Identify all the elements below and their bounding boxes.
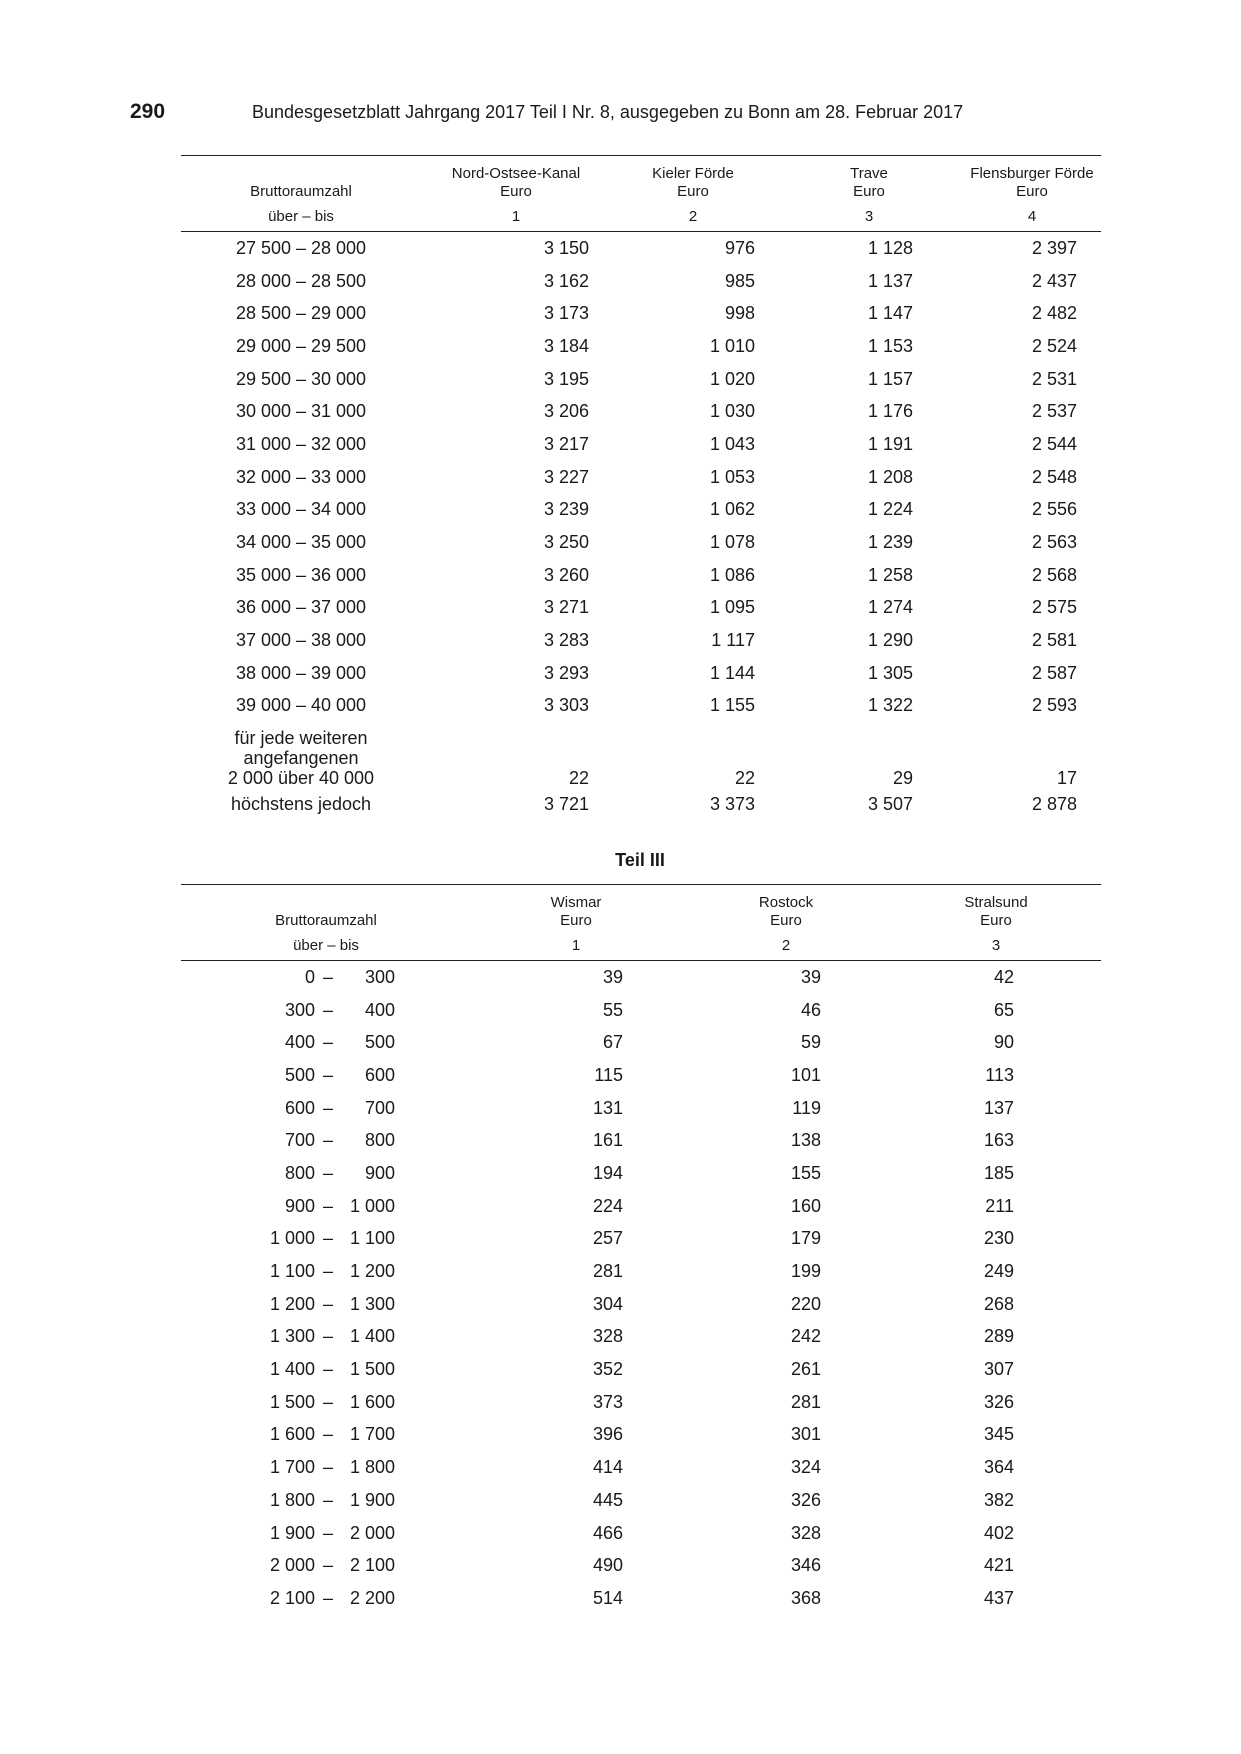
table-cell: 3 239: [543, 499, 589, 520]
table-row: [181, 461, 1101, 494]
range-dash: –: [322, 999, 333, 1020]
range-from: 900: [284, 1195, 315, 1216]
table-cell: 1 176: [867, 401, 913, 422]
table-cell: 1 020: [709, 368, 755, 389]
range-cell: [181, 1321, 471, 1354]
table-cell: 1 224: [867, 499, 913, 520]
table-cell: 17: [1056, 768, 1077, 789]
table-header-row: [181, 156, 1101, 202]
table-cell: 249: [983, 1261, 1014, 1282]
table-cell: 514: [592, 1587, 623, 1608]
range-cell: 36 000 – 37 000: [235, 597, 367, 618]
column-header: Nord-Ostsee-Kanal Euro: [451, 165, 581, 200]
table-cell: 3 195: [543, 368, 589, 389]
range-from: 1 800: [269, 1489, 315, 1510]
table-cell: 268: [983, 1293, 1014, 1314]
table-cell: 160: [790, 1195, 821, 1216]
table-cell: 1 290: [867, 630, 913, 651]
range-from: 600: [284, 1097, 315, 1118]
table-cell: 328: [592, 1326, 623, 1347]
column-header-range: Bruttoraumzahl: [275, 912, 377, 929]
table-cell: 131: [592, 1097, 623, 1118]
range-cell: [181, 1190, 471, 1223]
range-dash: –: [322, 1587, 333, 1608]
table-cell: 985: [724, 270, 755, 291]
range-from: 1 100: [269, 1261, 315, 1282]
range-cell: 39 000 – 40 000: [235, 695, 367, 716]
range-cell: 28 500 – 29 000: [235, 303, 367, 324]
range-to: 400: [364, 999, 395, 1020]
column-header: Wismar Euro: [550, 894, 602, 929]
range-from: 800: [284, 1162, 315, 1183]
range-cell: 28 000 – 28 500: [235, 270, 367, 291]
table-row: [181, 395, 1101, 428]
fee-table-teil-2: [181, 155, 1101, 821]
column-header: Trave Euro: [850, 165, 888, 200]
table-row: [181, 494, 1101, 527]
range-dash: –: [322, 1522, 333, 1543]
range-dash: –: [322, 1032, 333, 1053]
table-cell: 2 587: [1031, 662, 1077, 683]
table-cell: 1 208: [867, 466, 913, 487]
table-cell: 976: [724, 237, 755, 258]
range-cell: 31 000 – 32 000: [235, 433, 367, 454]
table-cell: 1 095: [709, 597, 755, 618]
table-cell: 2 397: [1031, 237, 1077, 258]
table-row: [181, 1223, 1101, 1256]
table-row: [181, 1321, 1101, 1354]
table-cell: 2 544: [1031, 433, 1077, 454]
table-row: [181, 526, 1101, 559]
table-cell: 230: [983, 1228, 1014, 1249]
table-cell: 402: [983, 1522, 1014, 1543]
range-dash: –: [322, 1064, 333, 1085]
table-cell: 211: [985, 1195, 1014, 1216]
range-from: 2 100: [269, 1587, 315, 1608]
table-cell: 161: [592, 1130, 623, 1151]
table-row: [181, 1419, 1101, 1452]
table-cell: 328: [790, 1522, 821, 1543]
column-header: Flensburger Förde Euro: [970, 165, 1094, 200]
table-cell: 3 227: [543, 466, 589, 487]
table-cell: 39: [602, 966, 623, 987]
table-cell: 257: [592, 1228, 623, 1249]
table-cell: 1 258: [867, 564, 913, 585]
range-to: 900: [364, 1162, 395, 1183]
table-row: [181, 1190, 1101, 1223]
table-row: [181, 1026, 1101, 1059]
range-cell: 32 000 – 33 000: [235, 466, 367, 487]
column-subheader-range: über – bis: [181, 930, 471, 961]
table-cell: 1 128: [867, 237, 913, 258]
range-dash: –: [322, 1261, 333, 1282]
range-to: 1 400: [349, 1326, 395, 1347]
table-cell: 301: [790, 1424, 821, 1445]
column-header: Kieler Förde Euro: [652, 165, 734, 200]
range-cell: 38 000 – 39 000: [235, 662, 367, 683]
table-row: [181, 363, 1101, 396]
table-row: [181, 624, 1101, 657]
page-header: [0, 100, 1241, 130]
table-cell: 382: [983, 1489, 1014, 1510]
table-cell: 1 155: [709, 695, 755, 716]
table-cell: 1 053: [709, 466, 755, 487]
column-header-range: Bruttoraumzahl: [250, 183, 352, 200]
table-cell: 307: [983, 1359, 1014, 1380]
table-cell: 1 144: [709, 662, 755, 683]
table-cell: 115: [594, 1064, 623, 1085]
table-column-number-row: [181, 930, 1101, 961]
table-cell: 2 563: [1031, 532, 1077, 553]
range-to: 2 200: [349, 1587, 395, 1608]
range-to: 1 600: [349, 1391, 395, 1412]
table-cell: 179: [790, 1228, 821, 1249]
table-cell: 1 157: [867, 368, 913, 389]
table-row: [181, 690, 1101, 723]
table-cell: 3 150: [543, 237, 589, 258]
table-row: [181, 1484, 1101, 1517]
table-cell: 55: [602, 999, 623, 1020]
table-cell: 3 217: [543, 433, 589, 454]
range-to: 300: [364, 966, 395, 987]
column-number: 3: [891, 930, 1101, 961]
table-row: [181, 1353, 1101, 1386]
table-cell: 1 086: [709, 564, 755, 585]
range-to: 600: [364, 1064, 395, 1085]
range-cell: 29 000 – 29 500: [235, 335, 367, 356]
range-cell: 35 000 – 36 000: [235, 564, 367, 585]
table-cell: 2 593: [1031, 695, 1077, 716]
range-cell: [181, 1386, 471, 1419]
column-number: 2: [681, 930, 891, 961]
range-from: 1 600: [269, 1424, 315, 1445]
table-cell: 2 575: [1031, 597, 1077, 618]
table-row: [181, 1386, 1101, 1419]
table-row: [181, 657, 1101, 690]
table-row: [181, 1124, 1101, 1157]
column-number: 4: [963, 201, 1101, 232]
range-dash: –: [322, 1359, 333, 1380]
table-cell: 3 250: [543, 532, 589, 553]
range-cell: [181, 1124, 471, 1157]
table-cell: 67: [602, 1032, 623, 1053]
range-cell: 27 500 – 28 000: [235, 237, 367, 258]
range-to: 1 800: [349, 1457, 395, 1478]
range-to: 800: [364, 1130, 395, 1151]
running-head: Bundesgesetzblatt Jahrgang 2017 Teil I Nr. 8, ausgegeben zu Bonn am 28. Februar 2017: [252, 102, 964, 122]
table-cell: 3 283: [543, 630, 589, 651]
table-row: [181, 1059, 1101, 1092]
range-cell: [181, 994, 471, 1027]
table-cell: 414: [592, 1457, 623, 1478]
range-cell: [181, 1517, 471, 1550]
table-column-number-row: [181, 201, 1101, 232]
table-cell: 2 581: [1031, 630, 1077, 651]
column-header: Rostock Euro: [758, 894, 814, 929]
table-cell: 2 878: [1031, 794, 1077, 815]
table-cell: 396: [592, 1424, 623, 1445]
range-cell: [181, 1157, 471, 1190]
table-cell: 490: [592, 1555, 623, 1576]
table-cell: 261: [790, 1359, 821, 1380]
table-cell: 998: [724, 303, 755, 324]
table-row: [181, 994, 1101, 1027]
range-to: 700: [364, 1097, 395, 1118]
table-cell: 281: [592, 1261, 623, 1282]
range-from: 400: [284, 1032, 315, 1053]
table-row: [181, 1549, 1101, 1582]
range-from: 1 200: [269, 1293, 315, 1314]
range-dash: –: [322, 1130, 333, 1151]
table-cell: 466: [592, 1522, 623, 1543]
table-cell: 346: [790, 1555, 821, 1576]
table-cell: 39: [800, 966, 821, 987]
range-to: 1 200: [349, 1261, 395, 1282]
table-cell: 199: [790, 1261, 821, 1282]
table-cell: 3 260: [543, 564, 589, 585]
table-cell: 364: [983, 1457, 1014, 1478]
table-cell: 185: [983, 1162, 1014, 1183]
range-from: 1 400: [269, 1359, 315, 1380]
table-cell: 194: [592, 1162, 623, 1183]
table-cell: 119: [792, 1097, 821, 1118]
range-from: 1 700: [269, 1457, 315, 1478]
table-cell: 368: [790, 1587, 821, 1608]
table-cell: 3 293: [543, 662, 589, 683]
range-from: 500: [284, 1064, 315, 1085]
table-cell: 1 274: [867, 597, 913, 618]
table-cell: 445: [592, 1489, 623, 1510]
table-cell: 373: [592, 1391, 623, 1412]
table-cell: 2 531: [1031, 368, 1077, 389]
table-cell: 324: [790, 1457, 821, 1478]
range-cell: [181, 1223, 471, 1256]
table-row: [181, 1092, 1101, 1125]
table-cell: 3 303: [543, 695, 589, 716]
fee-table-teil-3: [181, 884, 1101, 1615]
range-from: 1 000: [269, 1228, 315, 1249]
table-cell: 1 191: [867, 433, 913, 454]
table-cell: 289: [983, 1326, 1014, 1347]
range-dash: –: [322, 1293, 333, 1314]
range-from: 0: [304, 966, 315, 987]
range-to: 1 700: [349, 1424, 395, 1445]
range-cell: 33 000 – 34 000: [235, 499, 367, 520]
table-cell: 90: [993, 1032, 1014, 1053]
table-cell: 29: [892, 768, 913, 789]
table-cell: 224: [592, 1195, 623, 1216]
table-cell: 163: [983, 1130, 1014, 1151]
range-to: 2 100: [349, 1555, 395, 1576]
table-row: [181, 592, 1101, 625]
column-number: 1: [421, 201, 611, 232]
range-cell: [181, 1353, 471, 1386]
table-cell: 1 010: [709, 335, 755, 356]
range-to: 1 100: [349, 1228, 395, 1249]
range-cell: [181, 1451, 471, 1484]
table-cell: 3 271: [543, 597, 589, 618]
range-from: 1 500: [269, 1391, 315, 1412]
range-cell: 37 000 – 38 000: [235, 630, 367, 651]
range-cell: [181, 1484, 471, 1517]
range-cell: [181, 1549, 471, 1582]
table-cell: 155: [790, 1162, 821, 1183]
table-cell: 138: [790, 1130, 821, 1151]
table-cell: 345: [983, 1424, 1014, 1445]
table-cell: 3 162: [543, 270, 589, 291]
table-cell: 22: [734, 768, 755, 789]
range-dash: –: [322, 1326, 333, 1347]
range-cell: [181, 1582, 471, 1615]
table-cell: 437: [983, 1587, 1014, 1608]
range-from: 1 300: [269, 1326, 315, 1347]
range-dash: –: [322, 1228, 333, 1249]
table-row: [181, 1157, 1101, 1190]
table-cell: 242: [790, 1326, 821, 1347]
range-cell: 34 000 – 35 000: [235, 532, 367, 553]
table-row: [181, 297, 1101, 330]
range-cell: [181, 1092, 471, 1125]
table-cell: 326: [983, 1391, 1014, 1412]
table-cell: 1 062: [709, 499, 755, 520]
range-cell: [181, 961, 471, 994]
range-dash: –: [322, 1555, 333, 1576]
table-cell: 1 117: [711, 630, 755, 651]
table-cell: 326: [790, 1489, 821, 1510]
table-cell: 2 537: [1031, 401, 1077, 422]
table-cell: 3 184: [543, 335, 589, 356]
column-header: Stralsund Euro: [964, 894, 1028, 929]
range-dash: –: [322, 1097, 333, 1118]
table-cell: 101: [790, 1064, 821, 1085]
section-title: Teil III: [615, 850, 665, 870]
range-cell: [181, 1026, 471, 1059]
table-cell: 2 556: [1031, 499, 1077, 520]
table-cell: 137: [983, 1097, 1014, 1118]
range-dash: –: [322, 1195, 333, 1216]
table-cell: 220: [790, 1293, 821, 1314]
range-from: 1 900: [269, 1522, 315, 1543]
table-row-additional: [181, 722, 1101, 788]
table-cell: 2 524: [1031, 335, 1077, 356]
additional-label: für jede weiteren angefangenen 2 000 über 40 000: [227, 727, 375, 789]
table-row: [181, 559, 1101, 592]
range-from: 700: [284, 1130, 315, 1151]
column-subheader-range: über – bis: [181, 201, 421, 232]
table-row: [181, 1517, 1101, 1550]
table-row-maximum: [181, 788, 1101, 821]
table-cell: 1 078: [709, 532, 755, 553]
maximum-label: höchstens jedoch: [230, 794, 372, 815]
range-to: 1 900: [349, 1489, 395, 1510]
table-cell: 22: [568, 768, 589, 789]
table-cell: 3 206: [543, 401, 589, 422]
table-cell: 113: [985, 1064, 1014, 1085]
table-cell: 42: [993, 966, 1014, 987]
table-cell: 1 137: [867, 270, 913, 291]
table-row: [181, 1288, 1101, 1321]
table-cell: 1 239: [867, 532, 913, 553]
table-cell: 281: [790, 1391, 821, 1412]
range-to: 2 000: [349, 1522, 395, 1543]
table-row: [181, 1451, 1101, 1484]
table-row: [181, 265, 1101, 298]
table-cell: 1 305: [867, 662, 913, 683]
table-cell: 1 153: [867, 335, 913, 356]
range-to: 1 000: [349, 1195, 395, 1216]
table-cell: 2 568: [1031, 564, 1077, 585]
range-to: 500: [364, 1032, 395, 1053]
column-number: 2: [611, 201, 775, 232]
table-row: [181, 232, 1101, 265]
column-number: 3: [775, 201, 963, 232]
table-cell: 2 548: [1031, 466, 1077, 487]
range-cell: [181, 1059, 471, 1092]
page-number: 290: [130, 100, 166, 123]
table-cell: 65: [993, 999, 1014, 1020]
range-dash: –: [322, 1457, 333, 1478]
table-cell: 2 437: [1031, 270, 1077, 291]
table-cell: 352: [592, 1359, 623, 1380]
table-cell: 1 322: [867, 695, 913, 716]
table-row: [181, 428, 1101, 461]
range-dash: –: [322, 1391, 333, 1412]
column-number: 1: [471, 930, 681, 961]
table-cell: 3 373: [709, 794, 755, 815]
range-cell: [181, 1255, 471, 1288]
table-cell: 1 030: [709, 401, 755, 422]
range-dash: –: [322, 1424, 333, 1445]
table-cell: 1 147: [867, 303, 913, 324]
range-cell: [181, 1288, 471, 1321]
range-cell: 30 000 – 31 000: [235, 401, 367, 422]
range-dash: –: [322, 1489, 333, 1510]
range-dash: –: [322, 1162, 333, 1183]
range-cell: 29 500 – 30 000: [235, 368, 367, 389]
table-cell: 3 173: [543, 303, 589, 324]
table-cell: 59: [800, 1032, 821, 1053]
table-cell: 304: [592, 1293, 623, 1314]
table-cell: 421: [983, 1555, 1014, 1576]
table-header-row: [181, 885, 1101, 931]
table-row: [181, 1255, 1101, 1288]
table-cell: 2 482: [1031, 303, 1077, 324]
table-cell: 3 507: [867, 794, 913, 815]
range-from: 2 000: [269, 1555, 315, 1576]
table-row: [181, 961, 1101, 994]
range-dash: –: [322, 966, 333, 987]
table-row: [181, 1582, 1101, 1615]
table-cell: 3 721: [543, 794, 589, 815]
table-cell: 46: [800, 999, 821, 1020]
range-cell: [181, 1419, 471, 1452]
range-to: 1 300: [349, 1293, 395, 1314]
table-row: [181, 330, 1101, 363]
range-to: 1 500: [349, 1359, 395, 1380]
range-from: 300: [284, 999, 315, 1020]
table-cell: 1 043: [709, 433, 755, 454]
